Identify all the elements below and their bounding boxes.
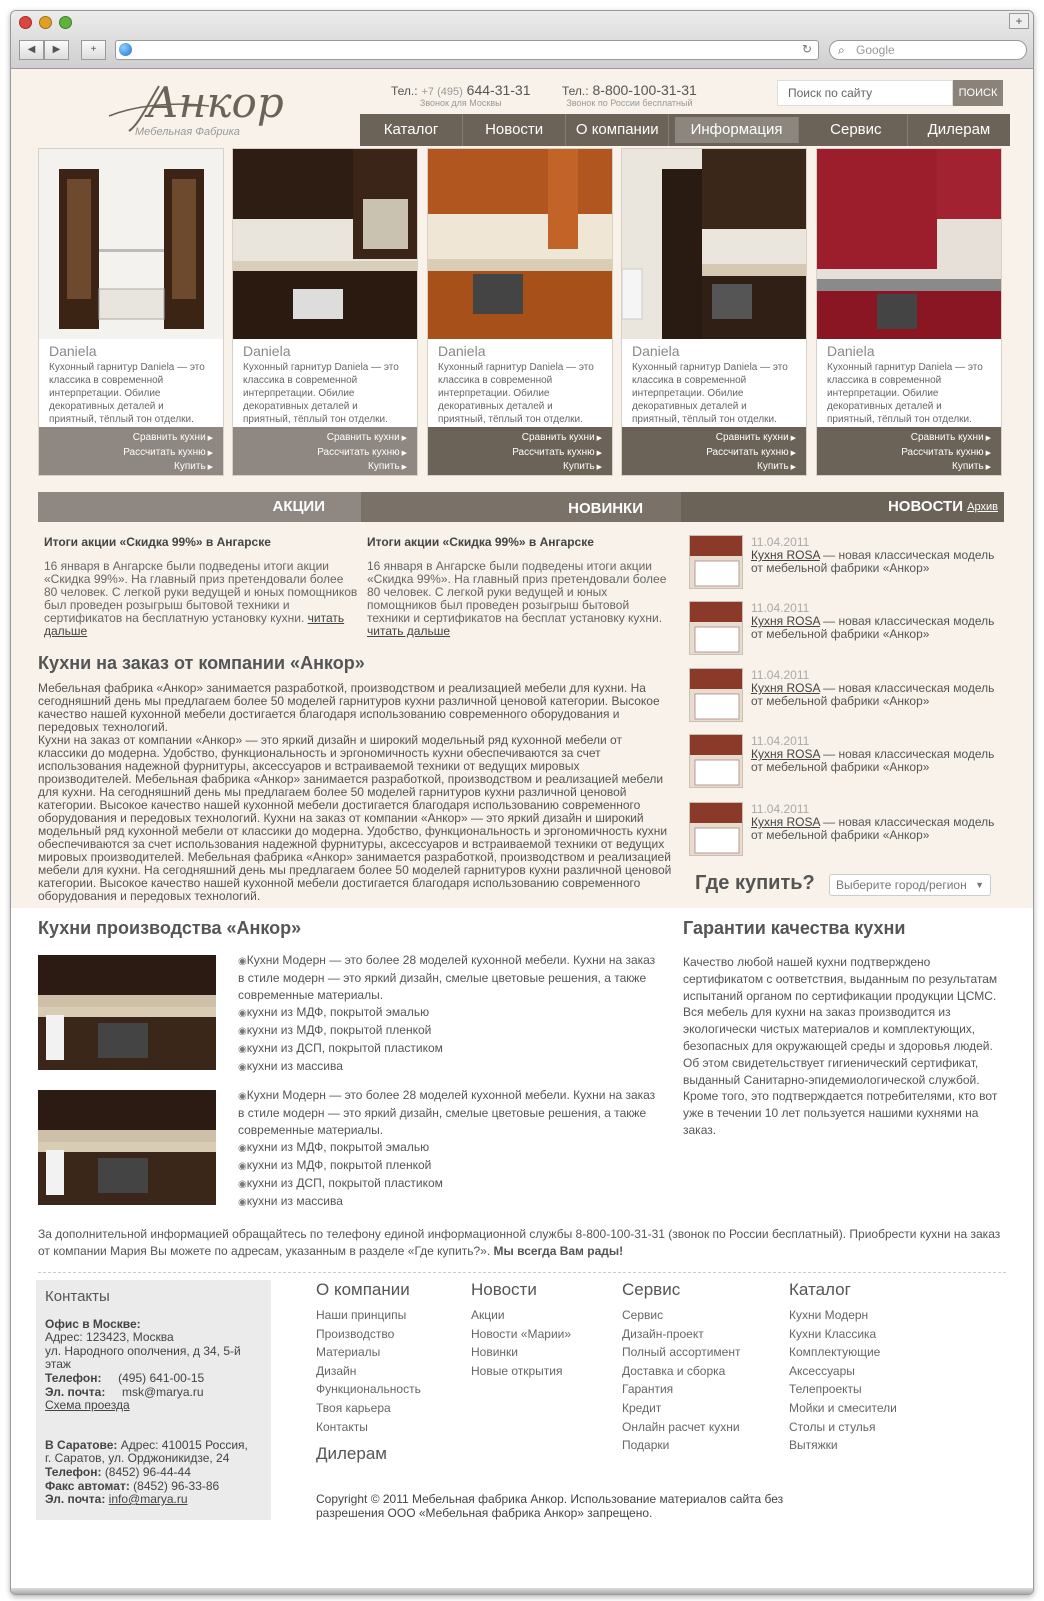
map-link[interactable]: Схема проезда: [45, 1398, 130, 1413]
news-thumbnail[interactable]: [689, 668, 743, 722]
product-card[interactable]: [621, 148, 807, 476]
quality-text: Качество любой нашей кухни подтверждено сертификатом с оответствия, выданным по результатам испытаний органом по сертификации продукции ЦСМС. Вся мебель для кухни на заказ производится из экологически чистых материалов и комплектующих, безопасных для окружающей среды и здоровья людей. Об этом свидетельствует гигиенический сертификат, выданный Санитарно-эпидемиологической службой. Кроме того, это подтверждается потребителями, кто вот уже в течении 10 лет пользуется нашими кухнями на заказ.: [683, 955, 998, 1137]
footer-catalog: Каталог Кухни Модерн Кухни Классика Комплектующие Аксессуары Телепроекты Мойки и смесители Столы и стулья Вытяжки: [789, 1280, 897, 1455]
chevron-down-icon: ▼: [975, 880, 984, 890]
footer-link[interactable]: Онлайн расчет кухни: [622, 1419, 740, 1434]
reload-icon[interactable]: ↻: [801, 42, 812, 56]
archive-link[interactable]: Архив: [967, 501, 998, 513]
zoom-window-button[interactable]: [59, 16, 72, 29]
footer-link[interactable]: Вытяжки: [789, 1438, 838, 1453]
about-title: Кухни на заказ от компании «Анкор»: [38, 653, 365, 673]
footer-link[interactable]: Доставка и сборка: [622, 1363, 726, 1378]
production-list-item[interactable]: ◉ кухни из ДСП, покрытой пластиком: [238, 1175, 663, 1193]
news-date: 11.04.2011: [751, 734, 810, 748]
novelty-title[interactable]: Итоги акции «Скидка 99%» в Ангарске: [367, 535, 594, 549]
calculate-link[interactable]: Рассчитать кухню ▶: [817, 446, 991, 461]
globe-icon: [119, 43, 132, 56]
footer-link[interactable]: Наши принципы: [316, 1308, 407, 1322]
footer-link[interactable]: Комплектующие: [789, 1345, 881, 1360]
product-card[interactable]: [38, 148, 224, 476]
footer-link[interactable]: Производство: [316, 1326, 395, 1341]
product-description: Кухонный гарнитур Daniela — это классика в современной интерпретации. Обилие декоративных деталей и приятный, тёплый тон отделки.: [243, 362, 399, 425]
footer-dealers-link[interactable]: Дилерам: [316, 1444, 387, 1464]
content-tabs: [38, 492, 1004, 522]
news-date: 11.04.2011: [751, 668, 810, 682]
product-image[interactable]: [428, 149, 612, 339]
browser-toolbar: [11, 11, 1034, 69]
calculate-link[interactable]: Рассчитать кухню ▶: [428, 446, 602, 461]
saratov-email[interactable]: info@marya.ru: [108, 1492, 188, 1507]
menu-item-catalog[interactable]: Каталог: [360, 114, 463, 146]
news-link[interactable]: Кухня ROSA: [751, 614, 820, 628]
novelty-read-more-link[interactable]: читать дальше: [367, 624, 451, 638]
news-item[interactable]: 11.04.2011 Кухня ROSA — новая классическая модель от мебельной фабрики «Анкор»: [689, 668, 1009, 724]
news-link[interactable]: Кухня ROSA: [751, 681, 820, 695]
news-date: 11.04.2011: [751, 802, 810, 816]
news-link[interactable]: Кухня ROSA: [751, 548, 820, 562]
compare-link[interactable]: Сравнить кухни ▶: [622, 431, 796, 446]
calculate-link[interactable]: Рассчитать кухню ▶: [622, 446, 796, 461]
product-image[interactable]: [233, 149, 417, 339]
tab-new[interactable]: НОВИНКИ: [361, 492, 681, 522]
page-content: [11, 70, 1034, 1590]
production-list-item[interactable]: ◉ кухни из МДФ, покрытой эмалью: [238, 1139, 663, 1157]
footer-link[interactable]: Дизайн: [316, 1363, 357, 1378]
production-list-item[interactable]: ◉ кухни из МДФ, покрытой пленкой: [238, 1157, 663, 1175]
footer-link[interactable]: Подарки: [622, 1438, 670, 1453]
buy-link[interactable]: Купить ▶: [233, 460, 407, 475]
footer-link[interactable]: Функциональность: [316, 1382, 421, 1397]
divider: [38, 1272, 1006, 1273]
footer-link[interactable]: Материалы: [316, 1345, 381, 1360]
news-item[interactable]: 11.04.2011 Кухня ROSA — новая классическая модель от мебельной фабрики «Анкор»: [689, 734, 1009, 790]
footer-service: Сервис Сервис Дизайн-проект Полный ассортимент Доставка и сборка Гарантия Кредит Онлайн расчет кухни Подарки: [622, 1280, 740, 1455]
tab-promo[interactable]: АКЦИИ: [38, 492, 361, 522]
product-card[interactable]: [816, 148, 1002, 476]
contacts-title: Контакты: [45, 1288, 110, 1305]
production-list-item[interactable]: ◉ кухни из МДФ, покрытой пленкой: [238, 1022, 663, 1040]
footer-link[interactable]: Дизайн-проект: [622, 1326, 704, 1341]
menu-item-news[interactable]: Новости: [463, 114, 566, 146]
product-title[interactable]: Daniela: [632, 343, 680, 359]
buy-link[interactable]: Купить ▶: [817, 460, 991, 475]
news-item[interactable]: 11.04.2011 Кухня ROSA — новая классическая модель от мебельной фабрики «Анкор»: [689, 535, 1009, 591]
new-tab-button[interactable]: +: [81, 40, 106, 60]
product-description: Кухонный гарнитур Daniela — это классика в современной интерпретации. Обилие декоративных деталей и приятный, тёплый тон отделки.: [438, 362, 594, 425]
product-description: Кухонный гарнитур Daniela — это классика в современной интерпретации. Обилие декоративных деталей и приятный, тёплый тон отделки.: [49, 362, 205, 425]
news-date: 11.04.2011: [751, 535, 810, 549]
footer-link[interactable]: Контакты: [316, 1419, 368, 1434]
calculate-link[interactable]: Рассчитать кухню ▶: [233, 446, 407, 461]
news-link[interactable]: Кухня ROSA: [751, 747, 820, 761]
site-search-button[interactable]: ПОИСК: [953, 80, 1003, 106]
compare-link[interactable]: Сравнить кухни ▶: [428, 431, 602, 446]
quality-title: Гарантии качества кухни: [683, 918, 906, 938]
news-item[interactable]: 11.04.2011 Кухня ROSA — новая классическая модель от мебельной фабрики «Анкор»: [689, 802, 1009, 858]
news-thumbnail[interactable]: [689, 802, 743, 856]
news-item[interactable]: 11.04.2011 Кухня ROSA — новая классическая модель от мебельной фабрики «Анкор»: [689, 601, 1009, 657]
footer-link[interactable]: Новинки: [471, 1345, 518, 1360]
product-title[interactable]: Daniela: [438, 343, 486, 359]
compare-link[interactable]: Сравнить кухни ▶: [233, 431, 407, 446]
footer-link[interactable]: Столы и стулья: [789, 1419, 876, 1434]
about-paragraph-2: Кухни на заказ от компании «Анкор» — это яркий дизайн и широкий модельный ряд кухонной мебели от классики до модерна. Удобство, функциональность и эргономичность кухни обеспечиваются за счет использования надежной фурнитуры, аксессуаров и встраиваемой техники от ведущих мировых производителей. Мебельная фабрика «Анкор» занимается разработкой, производством и реализацией мебели для кухни. На сегодняшний день мы предлагаем более 50 моделей гарнитуров кухни различной ценовой категории. Высокое качество нашей кухонной мебели достигается благодаря использованию современного оборудования и передовых технологий. Кухни на заказ от компании «Анкор» — это яркий дизайн и широкий модельный ряд кухонной мебели от классики до модерна. Удобство, функциональность и эргономичность кухни обеспечиваются за счет использования надежной фурнитуры, аксессуаров и встраиваемой техники от ведущих мировых производителей. Мебельная фабрика «Анкор» занимается разработкой, производством и реализацией мебели для кухни. На сегодняшний день мы предлагаем более 50 моделей гарнитуров кухни различной ценовой категории. Высокое качество нашей кухонной мебели достигается благодаря использованию современного оборудования и передовых технологий.: [38, 733, 672, 903]
browser-search-field[interactable]: ⌕ Google: [829, 40, 1027, 60]
footer-news: Новости Акции Новости «Марии» Новинки Новые открытия: [471, 1280, 571, 1380]
where-to-buy-title: Где купить?: [695, 872, 815, 894]
news-thumbnail[interactable]: [689, 734, 743, 788]
footer-link[interactable]: Новости «Марии»: [471, 1326, 572, 1341]
news-link[interactable]: Кухня ROSA: [751, 815, 820, 829]
forward-button[interactable]: ▶: [44, 40, 69, 60]
tab-news[interactable]: НОВОСТИ $^{Архив}$: [887, 498, 998, 515]
production-image[interactable]: [38, 955, 216, 1070]
product-description: Кухонный гарнитур Daniela — это классика в современной интерпретации. Обилие декоративных деталей и приятный, тёплый тон отделки.: [827, 362, 983, 425]
buy-link[interactable]: Купить ▶: [39, 460, 213, 475]
product-image[interactable]: [39, 149, 223, 339]
promo-title[interactable]: Итоги акции «Скидка 99%» в Ангарске: [44, 535, 271, 549]
footer-link[interactable]: Кухни Модерн: [789, 1308, 869, 1322]
novelty-text: 16 января в Ангарске были подведены итоги акции «Скидка 99%». На главный приз претендовали более 80 человек. С легкой руки ведущей и юных помощников был проведен розыгрыш бытовой техники и сертификатов на бесплат установку кухни. читать дальше: [367, 559, 667, 638]
magnifier-icon: ⌕: [838, 43, 845, 57]
buy-link[interactable]: Купить ▶: [428, 460, 602, 475]
production-list-item[interactable]: ◉ кухни из ДСП, покрытой пластиком: [238, 1040, 663, 1058]
footer-link[interactable]: Кухни Классика: [789, 1326, 877, 1341]
promo-text: 16 января в Ангарске были подведены итоги акции «Скидка 99%». На главный приз претендовали более 80 человек. С легкой руки ведущей и юных помощников был проведен розыгрыш бытовой техники и сертификатов на бесплатную установку кухни. читать дальше: [44, 559, 358, 638]
menu-item-info[interactable]: Информация: [675, 117, 799, 143]
phone-russia: Тел.: 8-800-100-31-31 Звонок по России бесплатный: [562, 82, 697, 108]
menu-item-about[interactable]: О компании: [566, 114, 669, 146]
news-thumbnail[interactable]: [689, 601, 743, 655]
production-title: Кухни производства «Анкор»: [38, 918, 302, 938]
browser-status-bar: [11, 1588, 1034, 1594]
browser-window: [10, 10, 1034, 1595]
product-title[interactable]: Daniela: [243, 343, 291, 359]
news-date: 11.04.2011: [751, 601, 810, 615]
logo[interactable]: Анкор Мебельная Фабрика: [99, 76, 279, 144]
back-button[interactable]: ◀: [19, 40, 44, 60]
production-list-item[interactable]: ◉ кухни из МДФ, покрытой эмалью: [238, 1004, 663, 1022]
add-bookmark-button[interactable]: +: [1009, 13, 1029, 29]
production-text: ◉ Кухни Модерн — это более 28 моделей кухонной мебели. Кухни на заказ в стиле модерн — это яркий дизайн, смелые цветовые решения, а также современные материалы.: [238, 952, 663, 1004]
footer-link[interactable]: Мойки и смесители: [789, 1400, 897, 1415]
about-paragraph-1: Мебельная фабрика «Анкор» занимается разработкой, производством и реализацией мебели для кухни. На сегодняшний день мы предлагаем более 50 моделей гарнитуров кухни различной ценовой категории. Высокое качество нашей кухонной мебели достигается благодаря использованию современного оборудования и передовых технологий.: [38, 681, 660, 734]
production-block: [238, 952, 663, 1076]
main-menu: [360, 114, 1010, 146]
compare-link[interactable]: Сравнить кухни ▶: [39, 431, 213, 446]
product-title[interactable]: Daniela: [827, 343, 875, 359]
info-text: За дополнительной информацией обращайтесь по телефону единой информационной службы 8-800-100-31-31 (звонок по России бесплатный). Приобрести кухни на заказ от компании Мария Вы можете по адресам, указанным в разделе «Где купить?». Мы всегда Вам рады!: [38, 1227, 1001, 1258]
product-image[interactable]: [622, 149, 806, 339]
production-image[interactable]: [38, 1090, 216, 1205]
moscow-email[interactable]: msk@marya.ru: [122, 1384, 204, 1399]
compare-link[interactable]: Сравнить кухни ▶: [817, 431, 991, 446]
product-card[interactable]: [427, 148, 613, 476]
news-thumbnail[interactable]: [689, 535, 743, 589]
menu-item-service[interactable]: Сервис: [805, 114, 908, 146]
footer-link[interactable]: Гарантия: [622, 1382, 674, 1397]
minimize-window-button[interactable]: [39, 16, 52, 29]
footer-link[interactable]: Аксессуары: [789, 1363, 855, 1378]
region-select[interactable]: Выберите город/регион ▼: [829, 874, 991, 896]
production-block: [238, 1087, 663, 1211]
footer-link[interactable]: Кредит: [622, 1400, 662, 1415]
production-text: ◉ Кухни Модерн — это более 28 моделей кухонной мебели. Кухни на заказ в стиле модерн — это яркий дизайн, смелые цветовые решения, а также современные материалы.: [238, 1087, 663, 1139]
product-image[interactable]: [817, 149, 1001, 339]
phone-moscow: Тел.: +7 (495) 644-31-31 Звонок для Москвы: [391, 82, 531, 108]
close-window-button[interactable]: [19, 16, 32, 29]
calculate-link[interactable]: Рассчитать кухню ▶: [39, 446, 213, 461]
footer-link[interactable]: Сервис: [622, 1308, 664, 1322]
footer-link[interactable]: Телепроекты: [789, 1382, 862, 1397]
product-title[interactable]: Daniela: [49, 343, 97, 359]
address-bar[interactable]: [115, 40, 819, 60]
contacts-box: Контакты Офис в Москве: Адрес: 123423, Москва ул. Народного ополчения, д 34, 5-й этаж Телефон: (495) 641-00-15 Эл. почта: msk@marya.ru Схема проезда В Саратове: Адрес: 410015 Россия, г. Саратов, ул. Орджоникидзе, 24 Телефон: (8452) 96-44-44 Факс автомат: (8452) 96-33-86 Эл. почта: info@marya.ru: [36, 1280, 271, 1520]
copyright: Copyright © 2011 Мебельная фабрика Анкор. Использование материалов сайта без разрешения ООО «Мебельная фабрика Анкор» запрещено.: [316, 1492, 784, 1520]
product-description: Кухонный гарнитур Daniela — это классика в современной интерпретации. Обилие декоративных деталей и приятный, тёплый тон отделки.: [632, 362, 788, 425]
menu-item-dealers[interactable]: Дилерам: [927, 121, 991, 138]
product-card[interactable]: [232, 148, 418, 476]
footer-link[interactable]: Твоя карьера: [316, 1400, 391, 1415]
footer-link[interactable]: Акции: [471, 1308, 505, 1322]
production-list-item[interactable]: ◉ кухни из массива: [238, 1058, 663, 1076]
footer-about: О компании Наши принципы Производство Материалы Дизайн Функциональность Твоя карьера Контакты Дилерам: [316, 1280, 421, 1464]
buy-link[interactable]: Купить ▶: [622, 460, 796, 475]
production-list-item[interactable]: ◉ кухни из массива: [238, 1193, 663, 1211]
site-search-input[interactable]: Поиск по сайту: [777, 80, 953, 106]
promo-read-more-link[interactable]: читать дальше: [44, 611, 345, 638]
footer-link[interactable]: Новые открытия: [471, 1363, 563, 1378]
footer-link[interactable]: Полный ассортимент: [622, 1345, 741, 1360]
